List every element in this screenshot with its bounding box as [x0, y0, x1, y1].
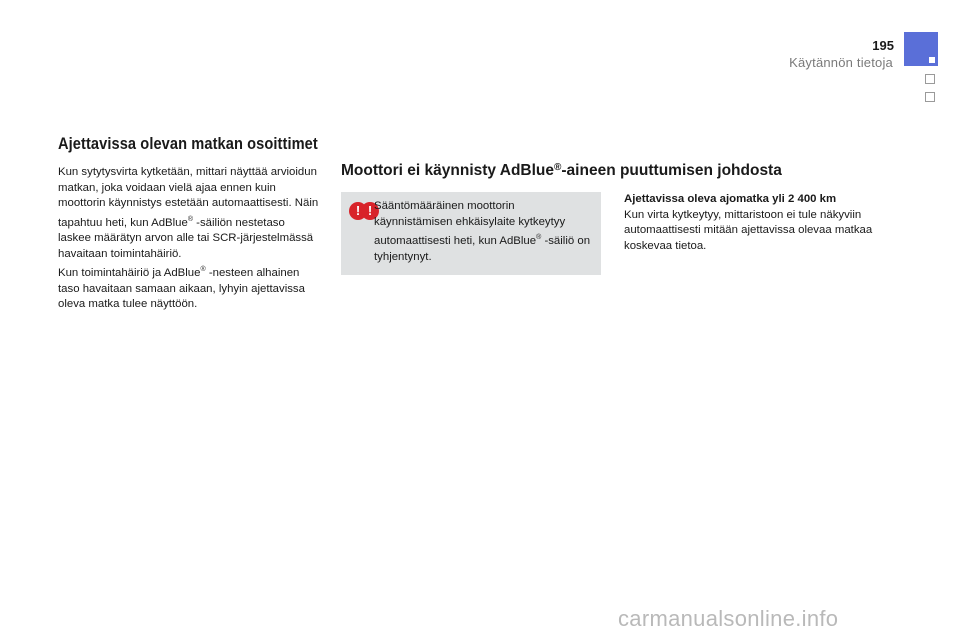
registered-mark: ® [554, 162, 562, 173]
warning-text-part2: -säiliö on tyhjentynyt. [374, 234, 591, 263]
range-subheading: Ajettavissa oleva ajomatka yli 2 400 km [624, 193, 837, 205]
chapter-tab-box-1 [925, 74, 935, 84]
subsection-title-part1: Moottori ei käynnisty AdBlue [341, 162, 555, 179]
registered-mark: ® [187, 215, 194, 223]
malfunction-paragraph [58, 262, 320, 313]
warning-icon: ! [349, 202, 367, 220]
right-column [624, 192, 894, 254]
chapter-tab-marker [904, 32, 938, 66]
chapter-title: Käytännön tietoja [789, 55, 893, 70]
intro-text-part2: -säiliön nestetaso laskee määrätyn arvon alle tai SCR-järjestelmässä havaitaan toimintahäiriö. [58, 216, 314, 260]
tab-marker-dot [929, 57, 935, 63]
intro-text-part1: Kun sytytysvirta kytketään, mittari näyttää arvioidun matkan, joka voidaan vielä ajaa ennen kuin moottorin käynnistys estetään automaattisesti. Näin tapahtuu heti, kun AdBlue [58, 166, 319, 229]
malfunction-text-part2: -nesteen alhainen taso havaitaan samaan aikaan, lyhyin ajettavissa oleva matka tulee näyttöön. [58, 267, 305, 311]
intro-paragraph [58, 165, 320, 262]
page-number: 195 [872, 38, 894, 53]
range-text: Kun virta kytkeytyy, mittaristoon ei tule näkyviin automaattisesti mitään ajettavissa olevaa matkaa koskevaa tietoa. [624, 208, 873, 252]
warning-text-part1: Sääntömääräinen moottorin käynnistämisen ehkäisylaite kytkeytyy automaattisesti heti, kun AdBlue [374, 200, 566, 247]
chapter-tab-box-2 [925, 92, 935, 102]
malfunction-text-part1: Kun toimintahäiriö ja AdBlue [58, 267, 201, 280]
footer-watermark: carmanualsonline.info [618, 606, 839, 631]
warning-icon: ! [361, 202, 379, 220]
registered-mark: ® [200, 266, 206, 274]
section-title: Ajettavissa olevan matkan osoittimet [58, 134, 318, 153]
subsection-title [341, 162, 782, 180]
subsection-title-part2: -aineen puuttumisen johdosta [561, 162, 782, 179]
warning-text [374, 199, 596, 265]
left-column [58, 165, 320, 313]
warning-box [341, 192, 601, 275]
registered-mark: ® [536, 234, 542, 242]
